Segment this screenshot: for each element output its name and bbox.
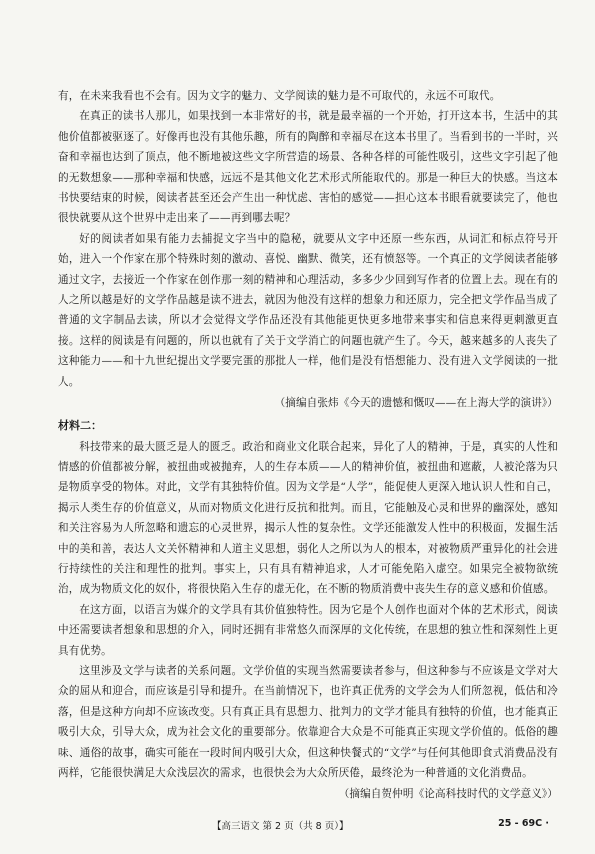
- section-heading-material-2: 材料二：: [58, 419, 102, 433]
- paragraph-reader-happiness: 在真正的读书人那儿，如果找到一本非常好的书，就是最幸福的一个开始，打开这本书，生活中的其他价值都被驱逐了。好像再也没有其他乐趣，所有的陶醉和幸福尽在这本书里了。当看到书的一半时，兴奋和幸福也达到了顶点，他不断地被这些文字所营造的场景、各种各样的可能性吸引，这些文字引起了他的无数想象——那种幸福和快感，远远不是其他文化艺术形式所能取代的。那是一种巨大的快感。当这本书快要结束的时候，阅读者甚至还会产生出一种忧虑、害怕的感觉——担心这本书眼看就要读完了，他也很快就要从这个世界中走出来了——再到哪去呢？: [58, 110, 558, 225]
- page-number: 【高三语文 第 2 页（共 8 页）】: [212, 821, 349, 832]
- document-body: [58, 86, 558, 807]
- paragraph-tech-scarcity: 科技带来的最大匮乏是人的匮乏。政治和商业文化联合起来，异化了人的精神，于是，真实的人性和情感的价值都被分解，被扭曲或被抛弃，人的生存本质——人的精神价值，被扭曲和遮蔽，人被沦落为只是物质享受的物体。对此，文学有其独特价值。因为文学是“人学”，能促使人更深入地认识人性和自己，揭示人类生存的价值意义，从而对物质文化进行反抗和批判。而且，它能触及心灵和世界的幽深处，感知和关注容易为人所忽略和遗忘的心灵世界，揭示人性的复杂性。文学还能激发人性中的积极面，发掘生活中的美和善，表达人文关怀精神和人道主义思想，弱化人之所以为人的根本，对被物质严重异化的社会进行持续性的关注和理性的批判。事实上，只有具有精神追求，人才可能免陷入虚空。如果完全被物欲统治，成为物质文化的奴仆，将很快陷入生存的虚无化，在不断的物质消费中丧失生存的意义感和价值感。: [58, 440, 558, 596]
- page-footer: [0, 818, 595, 834]
- paragraph-continuation: 有，在未来我看也不会有。因为文字的魅力、文学阅读的魅力是不可取代的，永远不可取代。: [58, 90, 501, 102]
- citation-zhang-wei: （摘编自张炜《今天的遗憾和慨叹——在上海大学的演讲》）: [274, 397, 558, 410]
- paragraph-literature-reader: 这里涉及文学与读者的关系问题。文学价值的实现当然需要读者参与，但这种参与不应该是文学对大众的屈从和迎合，而应该是引导和提升。在当前情况下，也许真正优秀的文学会为人们所忽视，低估和冷落，但是这种方向却不应该改变。只有真正具有思想力、批判力的文学才能具有独特的价值，也才能真正吸引大众，引导大众，成为社会文化的重要部分。依靠迎合大众是不可能真正实现文学价值的。低俗的趣味、通俗的故事，确实可能在一段时间内吸引大众，但这种快餐式的“文学”与任何其他即食式消费品没有两样，它能很快满足大众浅层次的需求，也很快会为大众所厌倦，最终沦为一种普通的文化消费品。: [58, 664, 558, 779]
- citation-he-zhongming: （摘编自贺仲明《论高科技时代的文学意义》）: [338, 788, 558, 801]
- paragraph-good-reader: 好的阅读者如果有能力去捕捉文字当中的隐秘，就要从文字中还原一些东西，从词汇和标点符号开始，进入一个作家在那个特殊时刻的激动、喜悦、幽默、微笑，还有愤怒等。一个真正的文学阅读者能够通过文字，去接近一个作家在创作那一刻的精神和心理活动，多多少少回到写作者的位置上去。现在有的人之所以越是好的文学作品越是读不进去，就因为他没有这样的想象力和还原力，完全把文学作品当成了普通的文字制品去读，所以才会觉得文学作品还没有其他能更快更多地带来事实和信息来得更刺激更直接。这样的阅读是有问题的，所以也就有了关于文学消亡的问题也就产生了。今天，越来越多的人丧失了这种能力——和十九世纪提出文学要完蛋的那批人一样，他们是没有悟想能力、没有进入文学阅读的一批人。: [58, 232, 558, 388]
- exam-code: 25 - 69C ·: [498, 818, 549, 829]
- paragraph-language-value: 在这方面，以语言为媒介的文学具有其价值独特性。因为它是个人创作也面对个体的艺术形式，阅读中还需要读者想象和思想的介入，同时还拥有非常悠久而深厚的文化传统，在思想的独立性和深刻性上更具有优势。: [58, 603, 558, 657]
